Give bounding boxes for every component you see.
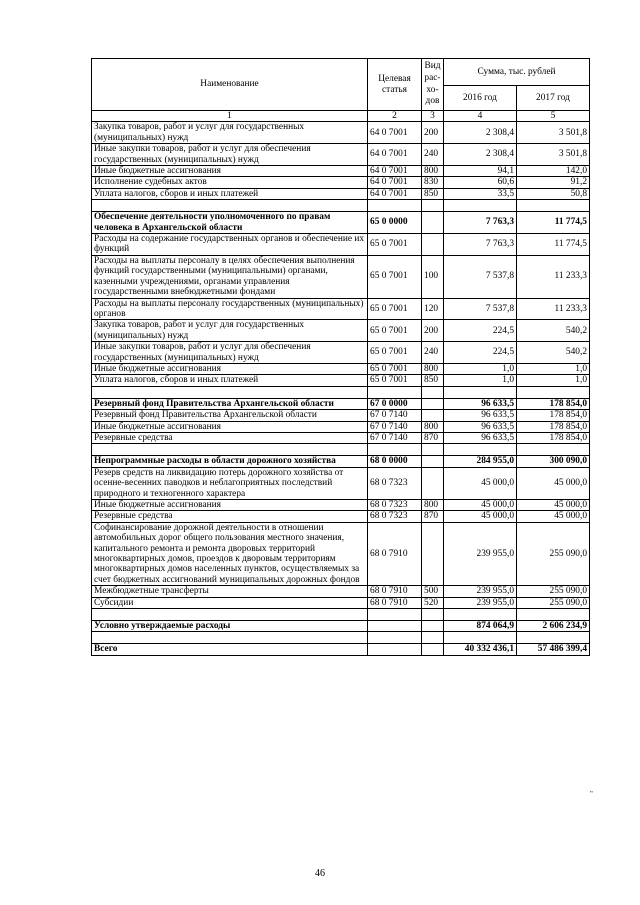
row-expense-type bbox=[422, 234, 444, 256]
row-amount-2017: 178 854,0 bbox=[517, 398, 590, 409]
empty-cell bbox=[92, 632, 368, 644]
row-name: Иные закупки товаров, работ и услуг для обеспечения государственных (муниципальных) нужд bbox=[92, 342, 368, 364]
index-cell: 4 bbox=[444, 111, 517, 122]
empty-cell bbox=[517, 444, 590, 456]
row-target-code: 65 0 7001 bbox=[368, 255, 422, 298]
table-row bbox=[92, 255, 590, 298]
row-name: Расходы на выплаты персоналу в целях обеспечения выполнения функций государственными (муниципальными) органами, казенными учреждениями, органами управления государственными внебюджетными фондами bbox=[92, 255, 368, 298]
row-name: Резервный фонд Правительства Архангельской области bbox=[92, 398, 368, 409]
row-amount-2016: 874 064,9 bbox=[444, 621, 517, 632]
spacer-row bbox=[92, 632, 590, 644]
row-name: Иные бюджетные ассигнования bbox=[92, 363, 368, 374]
table-row bbox=[92, 320, 590, 342]
row-name: Софинансирование дорожной деятельности в отношении автомобильных дорог общего пользования местного значения, капитального ремонта и ремонта дворовых территорий многоквартирных домов, проездов к дворовым территориям многоквартирных домов населенных пунктов, осуществляемых за счет бюджетных ассигнований муниципальных дорожных фондов bbox=[92, 522, 368, 585]
row-amount-2016: 96 633,5 bbox=[444, 421, 517, 432]
row-target-code bbox=[368, 644, 422, 655]
row-target-code: 65 0 7001 bbox=[368, 234, 422, 256]
row-expense-type bbox=[422, 467, 444, 499]
empty-cell bbox=[422, 200, 444, 212]
spacer-row bbox=[92, 609, 590, 621]
table-row bbox=[92, 500, 590, 511]
row-name: Резервный фонд Правительства Архангельской области bbox=[92, 410, 368, 421]
row-amount-2017: 142,0 bbox=[517, 166, 590, 177]
empty-cell bbox=[444, 386, 517, 398]
row-expense-type: 240 bbox=[422, 144, 444, 166]
table-row bbox=[92, 144, 590, 166]
spacer-row bbox=[92, 386, 590, 398]
table-row bbox=[92, 166, 590, 177]
row-amount-2016: 96 633,5 bbox=[444, 410, 517, 421]
row-name: Условно утверждаемые расходы bbox=[92, 621, 368, 632]
row-expense-type: 240 bbox=[422, 342, 444, 364]
index-cell: 2 bbox=[368, 111, 422, 122]
row-target-code: 64 0 7001 bbox=[368, 166, 422, 177]
empty-cell bbox=[422, 444, 444, 456]
row-amount-2016: 239 955,0 bbox=[444, 597, 517, 608]
index-cell: 5 bbox=[517, 111, 590, 122]
empty-cell bbox=[92, 609, 368, 621]
index-cell: 1 bbox=[92, 111, 368, 122]
row-expense-type: 200 bbox=[422, 122, 444, 144]
section-row bbox=[92, 212, 590, 234]
row-name: Иные бюджетные ассигнования bbox=[92, 421, 368, 432]
header-code: Целевая статья bbox=[368, 59, 422, 111]
row-amount-2016: 2 308,4 bbox=[444, 122, 517, 144]
row-amount-2017: 178 854,0 bbox=[517, 410, 590, 421]
row-target-code: 65 0 0000 bbox=[368, 212, 422, 234]
row-amount-2017: 45 000,0 bbox=[517, 500, 590, 511]
header-row bbox=[92, 59, 590, 86]
empty-cell bbox=[368, 632, 422, 644]
table-row bbox=[92, 342, 590, 364]
empty-cell bbox=[368, 444, 422, 456]
empty-cell bbox=[92, 200, 368, 212]
row-expense-type: 120 bbox=[422, 298, 444, 320]
row-expense-type: 200 bbox=[422, 320, 444, 342]
table-row bbox=[92, 432, 590, 443]
row-amount-2017: 178 854,0 bbox=[517, 432, 590, 443]
row-target-code: 68 0 7323 bbox=[368, 467, 422, 499]
row-amount-2017: 3 501,8 bbox=[517, 144, 590, 166]
table-row bbox=[92, 188, 590, 199]
index-cell: 3 bbox=[422, 111, 444, 122]
row-target-code: 65 0 7001 bbox=[368, 375, 422, 386]
empty-cell bbox=[368, 200, 422, 212]
row-expense-type: 800 bbox=[422, 500, 444, 511]
row-amount-2017: 45 000,0 bbox=[517, 467, 590, 499]
row-name: Расходы на содержание государственных органов и обеспечение их функций bbox=[92, 234, 368, 256]
row-expense-type bbox=[422, 410, 444, 421]
empty-cell bbox=[517, 200, 590, 212]
row-amount-2016: 284 955,0 bbox=[444, 456, 517, 467]
row-name: Межбюджетные трансферты bbox=[92, 586, 368, 597]
row-target-code: 65 0 7001 bbox=[368, 363, 422, 374]
section-row bbox=[92, 456, 590, 467]
row-amount-2016: 33,5 bbox=[444, 188, 517, 199]
row-target-code: 68 0 7910 bbox=[368, 597, 422, 608]
spacer-row bbox=[92, 444, 590, 456]
row-expense-type bbox=[422, 644, 444, 655]
row-amount-2016: 224,5 bbox=[444, 320, 517, 342]
row-amount-2016: 96 633,5 bbox=[444, 432, 517, 443]
row-target-code: 68 0 7323 bbox=[368, 500, 422, 511]
row-target-code: 64 0 7001 bbox=[368, 188, 422, 199]
row-expense-type: 800 bbox=[422, 166, 444, 177]
row-amount-2016: 1,0 bbox=[444, 375, 517, 386]
row-target-code: 65 0 7001 bbox=[368, 298, 422, 320]
header-year-2017: 2017 год bbox=[517, 86, 590, 111]
row-target-code: 65 0 7001 bbox=[368, 320, 422, 342]
row-amount-2016: 94,1 bbox=[444, 166, 517, 177]
row-amount-2017: 2 606 234,9 bbox=[517, 621, 590, 632]
row-expense-type: 500 bbox=[422, 586, 444, 597]
row-expense-type: 800 bbox=[422, 421, 444, 432]
row-amount-2016: 239 955,0 bbox=[444, 522, 517, 585]
row-amount-2017: 11 774,5 bbox=[517, 212, 590, 234]
page-number: 46 bbox=[315, 868, 325, 879]
row-name: Резерв средств на ликвидацию потерь дорожного хозяйства от осенне-весенних паводков и неблагоприятных последствий природного и техногенного характера bbox=[92, 467, 368, 499]
row-name: Обеспечение деятельности уполномоченного по правам человека в Архангельской области bbox=[92, 212, 368, 234]
table-row bbox=[92, 586, 590, 597]
table-row bbox=[92, 410, 590, 421]
empty-cell bbox=[444, 632, 517, 644]
row-name: Непрограммные расходы в области дорожного хозяйства bbox=[92, 456, 368, 467]
row-target-code: 68 0 7910 bbox=[368, 522, 422, 585]
row-name: Резервные средства bbox=[92, 432, 368, 443]
header-sum: Сумма, тыс. рублей bbox=[444, 59, 590, 86]
table-row bbox=[92, 234, 590, 256]
row-expense-type bbox=[422, 621, 444, 632]
empty-cell bbox=[422, 386, 444, 398]
row-name: Всего bbox=[92, 644, 368, 655]
row-amount-2016: 45 000,0 bbox=[444, 467, 517, 499]
header-type: Вид рас-хо-дов bbox=[422, 59, 444, 111]
row-amount-2017: 1,0 bbox=[517, 375, 590, 386]
row-expense-type: 520 bbox=[422, 597, 444, 608]
row-amount-2016: 60,6 bbox=[444, 177, 517, 188]
table-row bbox=[92, 363, 590, 374]
table-row bbox=[92, 122, 590, 144]
section-row bbox=[92, 621, 590, 632]
row-amount-2017: 50,8 bbox=[517, 188, 590, 199]
row-amount-2017: 11 774,5 bbox=[517, 234, 590, 256]
row-amount-2016: 7 537,8 bbox=[444, 255, 517, 298]
table-row bbox=[92, 467, 590, 499]
row-expense-type: 830 bbox=[422, 177, 444, 188]
row-amount-2017: 540,2 bbox=[517, 320, 590, 342]
row-amount-2016: 1,0 bbox=[444, 363, 517, 374]
empty-cell bbox=[517, 609, 590, 621]
row-expense-type: 870 bbox=[422, 432, 444, 443]
empty-cell bbox=[368, 609, 422, 621]
section-row bbox=[92, 644, 590, 655]
empty-cell bbox=[517, 632, 590, 644]
row-amount-2017: 300 090,0 bbox=[517, 456, 590, 467]
row-expense-type bbox=[422, 456, 444, 467]
trailing-mark: " bbox=[590, 790, 593, 798]
row-amount-2017: 1,0 bbox=[517, 363, 590, 374]
row-amount-2016: 96 633,5 bbox=[444, 398, 517, 409]
row-amount-2016: 40 332 436,1 bbox=[444, 644, 517, 655]
row-expense-type: 850 bbox=[422, 375, 444, 386]
row-name: Закупка товаров, работ и услуг для государственных (муниципальных) нужд bbox=[92, 122, 368, 144]
row-expense-type bbox=[422, 212, 444, 234]
row-amount-2016: 45 000,0 bbox=[444, 511, 517, 522]
table-row bbox=[92, 597, 590, 608]
row-amount-2016: 2 308,4 bbox=[444, 144, 517, 166]
row-target-code: 64 0 7001 bbox=[368, 122, 422, 144]
row-target-code: 68 0 0000 bbox=[368, 456, 422, 467]
row-target-code bbox=[368, 621, 422, 632]
row-name: Иные бюджетные ассигнования bbox=[92, 166, 368, 177]
row-expense-type bbox=[422, 522, 444, 585]
row-expense-type: 850 bbox=[422, 188, 444, 199]
row-amount-2016: 224,5 bbox=[444, 342, 517, 364]
row-amount-2016: 45 000,0 bbox=[444, 500, 517, 511]
row-amount-2017: 178 854,0 bbox=[517, 421, 590, 432]
section-row bbox=[92, 398, 590, 409]
empty-cell bbox=[422, 609, 444, 621]
row-amount-2017: 3 501,8 bbox=[517, 122, 590, 144]
row-amount-2017: 255 090,0 bbox=[517, 586, 590, 597]
row-target-code: 67 0 7140 bbox=[368, 421, 422, 432]
row-target-code: 67 0 7140 bbox=[368, 410, 422, 421]
empty-cell bbox=[517, 386, 590, 398]
row-amount-2017: 255 090,0 bbox=[517, 597, 590, 608]
row-name: Резервные средства bbox=[92, 511, 368, 522]
empty-cell bbox=[444, 444, 517, 456]
table-row bbox=[92, 375, 590, 386]
row-expense-type: 800 bbox=[422, 363, 444, 374]
row-expense-type: 870 bbox=[422, 511, 444, 522]
row-amount-2017: 11 233,3 bbox=[517, 255, 590, 298]
row-amount-2017: 540,2 bbox=[517, 342, 590, 364]
row-amount-2017: 91,2 bbox=[517, 177, 590, 188]
row-name: Исполнение судебных актов bbox=[92, 177, 368, 188]
table-row bbox=[92, 511, 590, 522]
row-amount-2016: 239 955,0 bbox=[444, 586, 517, 597]
empty-cell bbox=[444, 200, 517, 212]
header-name: Наименование bbox=[92, 59, 368, 111]
row-target-code: 68 0 7323 bbox=[368, 511, 422, 522]
table-row bbox=[92, 298, 590, 320]
row-name: Уплата налогов, сборов и иных платежей bbox=[92, 188, 368, 199]
empty-cell bbox=[444, 609, 517, 621]
row-amount-2017: 57 486 399,4 bbox=[517, 644, 590, 655]
empty-cell bbox=[422, 632, 444, 644]
index-row bbox=[92, 111, 590, 122]
header-year-2016: 2016 год bbox=[444, 86, 517, 111]
row-amount-2016: 7 537,8 bbox=[444, 298, 517, 320]
table-row bbox=[92, 177, 590, 188]
row-amount-2016: 7 763,3 bbox=[444, 212, 517, 234]
row-name: Расходы на выплаты персоналу государственных (муниципальных) органов bbox=[92, 298, 368, 320]
row-target-code: 64 0 7001 bbox=[368, 177, 422, 188]
budget-table bbox=[91, 58, 590, 656]
row-target-code: 67 0 0000 bbox=[368, 398, 422, 409]
row-target-code: 67 0 7140 bbox=[368, 432, 422, 443]
row-name: Иные закупки товаров, работ и услуг для обеспечения государственных (муниципальных) нужд bbox=[92, 144, 368, 166]
table-row bbox=[92, 522, 590, 585]
row-name: Субсидии bbox=[92, 597, 368, 608]
row-target-code: 64 0 7001 bbox=[368, 144, 422, 166]
empty-cell bbox=[92, 444, 368, 456]
row-name: Уплата налогов, сборов и иных платежей bbox=[92, 375, 368, 386]
row-amount-2016: 7 763,3 bbox=[444, 234, 517, 256]
spacer-row bbox=[92, 200, 590, 212]
row-name: Закупка товаров, работ и услуг для государственных (муниципальных) нужд bbox=[92, 320, 368, 342]
row-target-code: 65 0 7001 bbox=[368, 342, 422, 364]
row-expense-type bbox=[422, 398, 444, 409]
empty-cell bbox=[92, 386, 368, 398]
row-name: Иные бюджетные ассигнования bbox=[92, 500, 368, 511]
empty-cell bbox=[368, 386, 422, 398]
row-amount-2017: 11 233,3 bbox=[517, 298, 590, 320]
table-body bbox=[92, 59, 590, 656]
row-amount-2017: 255 090,0 bbox=[517, 522, 590, 585]
row-target-code: 68 0 7910 bbox=[368, 586, 422, 597]
row-expense-type: 100 bbox=[422, 255, 444, 298]
row-amount-2017: 45 000,0 bbox=[517, 511, 590, 522]
table-row bbox=[92, 421, 590, 432]
